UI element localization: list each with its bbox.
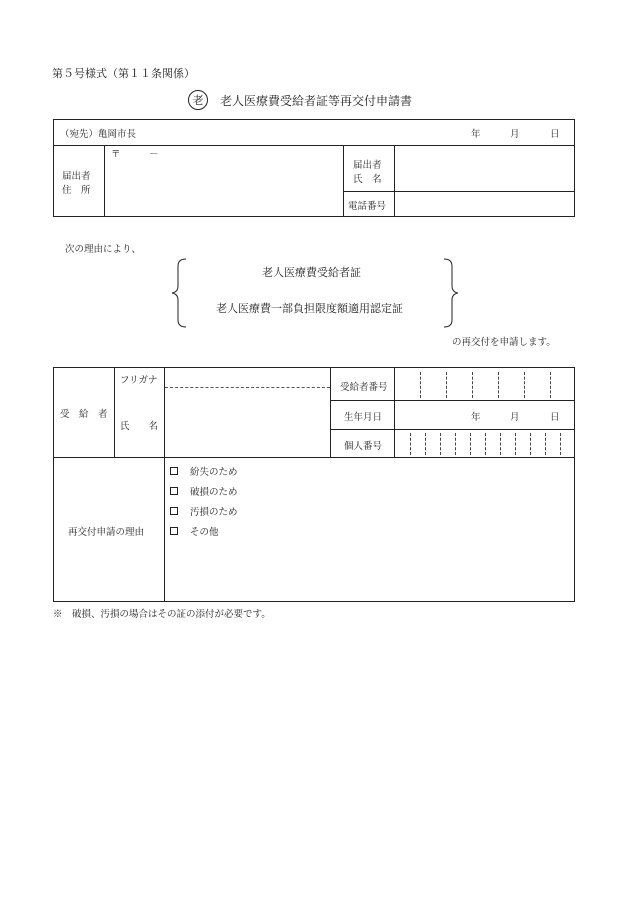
recipient-name-field[interactable] — [165, 388, 330, 457]
recipient-label: 受 給 者 — [60, 409, 108, 420]
recipient-number-label: 受給者番号 — [340, 382, 388, 393]
date-year-label: 年 — [471, 129, 481, 140]
applicant-table — [53, 119, 575, 217]
reason-option-other[interactable]: その他 — [170, 524, 219, 538]
title-row — [188, 89, 412, 111]
reason-option-soiled[interactable]: 汚損のため — [170, 504, 238, 518]
furigana-label: フリガナ — [120, 375, 158, 386]
document-title: 老人医療費受給者証等再交付申請書 — [220, 93, 413, 108]
recipient-number-field[interactable] — [395, 368, 574, 400]
certificate-option-1[interactable]: 老人医療費受給者証 — [262, 266, 361, 279]
birthdate-label: 生年月日 — [344, 412, 383, 423]
postal-dash: － — [149, 149, 159, 160]
address-label-2: 住 所 — [62, 185, 91, 196]
birth-day-label: 日 — [550, 412, 560, 423]
right-brace — [440, 258, 460, 328]
name-field[interactable] — [395, 145, 574, 191]
checkbox[interactable] — [170, 487, 178, 495]
addressee: （宛先）亀岡市長 — [60, 129, 137, 140]
reason-intro: 次の理由により、 — [65, 244, 142, 255]
checkbox[interactable] — [170, 507, 178, 515]
date-day-label: 日 — [550, 129, 560, 140]
reason-label: 再交付申請の理由 — [68, 527, 145, 538]
certificate-option-2[interactable]: 老人医療費一部負担限度額適用認定証 — [216, 302, 403, 315]
name-label-2: 氏 名 — [353, 174, 382, 185]
address-field[interactable] — [104, 145, 343, 216]
reason-option-damaged[interactable]: 破損のため — [170, 484, 238, 498]
birth-month-label: 月 — [510, 412, 520, 423]
name-label-1: 届出者 — [353, 160, 382, 171]
personal-number-label: 個人番号 — [344, 441, 383, 452]
name-label: 氏 名 — [120, 421, 159, 432]
phone-label: 電話番号 — [348, 201, 387, 212]
checkbox[interactable] — [170, 527, 178, 535]
birthdate-field[interactable] — [395, 401, 574, 429]
checkbox[interactable] — [170, 467, 178, 475]
date-month-label: 月 — [510, 129, 520, 140]
title-badge: 老 — [188, 90, 208, 110]
birth-year-label: 年 — [471, 412, 481, 423]
recipient-table — [53, 367, 575, 602]
postal-mark: 〒 — [111, 149, 121, 160]
request-suffix: の再交付を申請します。 — [452, 337, 556, 348]
address-label-1: 届出者 — [62, 171, 91, 182]
furigana-field[interactable] — [165, 368, 330, 387]
form-number: 第５号様式（第１１条関係） — [52, 67, 195, 80]
phone-field[interactable] — [395, 192, 574, 216]
reason-option-lost[interactable]: 紛失のため — [170, 464, 238, 478]
footnote: ※ 破損、汚損の場合はその証の添付が必要です。 — [53, 609, 271, 620]
left-brace — [170, 258, 190, 328]
